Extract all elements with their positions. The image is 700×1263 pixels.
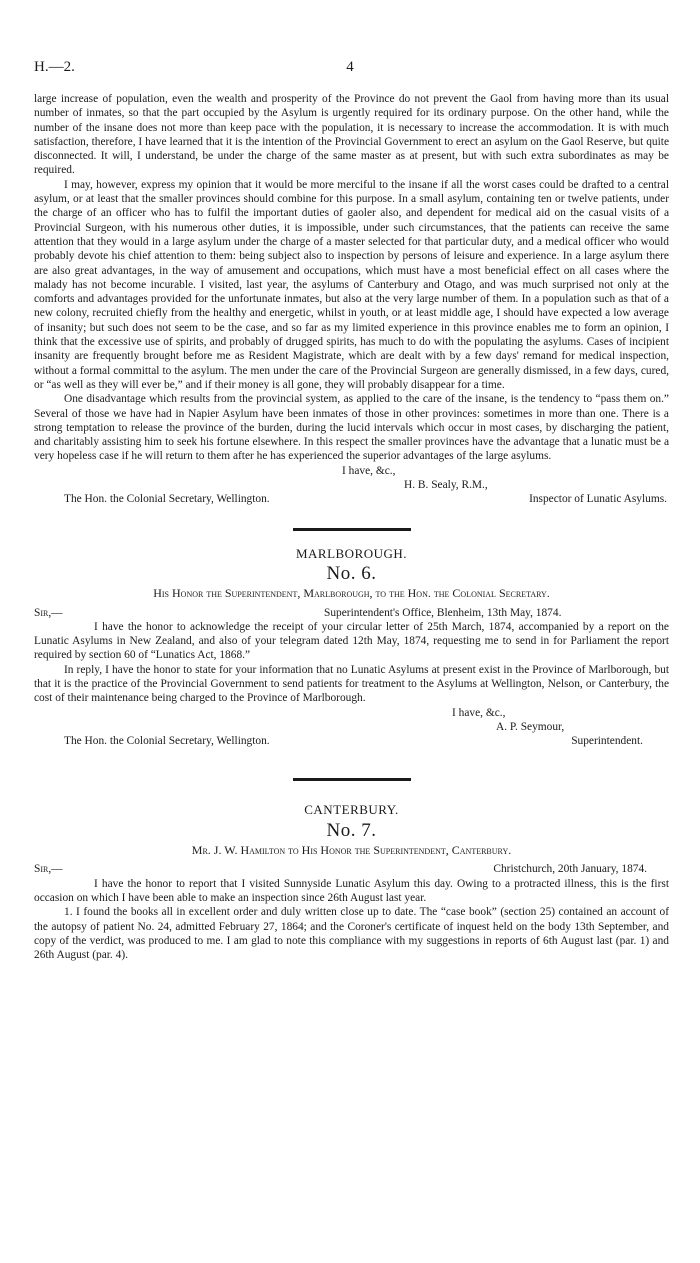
closing-line xyxy=(34,706,669,720)
paragraph: I may, however, express my opinion that it would be more merciful to the insane if all the worst cases could be drafted to a central asylum, or at least that the smaller provinces should combine for this purpose. In a small asylum, containing ten or twelve patients, under the charge of an officer who has to fulfil the important duties of gaoler also, and dependent for medical aid on the casual visits of a Provincial Surgeon, with his numerous other duties, it is impossible, under such circumstances, that the patients can receive the same attention that they would in a large asylum under the charge of a master selected for that particular duty, and a medical officer who would probably devote his chief attention to them: being subject also to inspection by persons of leisure and experience. In a large asylum there are also great advantages, in the way of amusement and occupations, which must have a most beneficial effect on all cases where the malady has not become incurable. I visited, last year, the asylums of Canterbury and Otago, and was much surprised not only at the comforts and advantages provided for the unfortunate inmates, but also at the very large number of them. In a population such as that of a new colony, recruited chiefly from the healthy and energetic, whilst in youth, or at least middle age, I should have expected a low average of insanity; but such does not seem to be the case, and so far as my limited experience in this province enables me to form an opinion, I think that the excessive use of spirits, and probably of drugged spirits, has much to do with the populating the asylums. Cases of incipient insanity are frequently brought before me as Resident Magistrate, which are dealt with by a few days' remand for medical inspection, without a formal committal to the asylum. The men under the care of the Provincial Surgeon are generally dismissed, in a few days, cured, or “as well as they will ever be,” and if their money is all gone, they will probably disappear for a time. xyxy=(34,178,669,391)
addressee-line xyxy=(34,734,669,748)
paragraph: large increase of population, even the wealth and prosperity of the Province do not prevent the Gaol from having more than its usual number of inmates, so that the part occupied by the Asylum is urgently required for its ordinary purpose. On the other hand, while the number of the insane does not more than keep pace with the population, it is necessary to increase the accommodation. It is with much satisfaction, therefore, I have learned that it is the intention of the Provincial Government to erect an asylum on the Gaol Reserve, but quite disconnected. It will, I understand, be under the charge of the same master as at present, but with such extra subordinates as may be required. xyxy=(34,93,669,177)
closing-line xyxy=(34,464,669,478)
salutation: Sir,— xyxy=(34,863,63,876)
addressee: The Hon. the Colonial Secretary, Wellington. xyxy=(64,493,270,506)
signatory-title: Superintendent. xyxy=(571,735,643,748)
closing: I have, &c., xyxy=(342,464,396,477)
region-heading: CANTERBURY. xyxy=(304,802,399,818)
paragraph: I have the honor to report that I visited Sunnyside Lunatic Asylum this day. Owing to a protracted illness, this is the first occasion on which I have been able to make an inspection since 26th August last year. xyxy=(34,877,669,904)
paragraph: One disadvantage which results from the provincial system, as applied to the care of the insane, is the tendency to “pass them on.” Several of those we have had in Napier Asylum have been inmates of those in other provinces: sometimes in more than one. There is a strong temptation to release the province of the burden, during the lucid intervals which occur in most cases, by discharging the patient, and charitably assisting him to seek his fortune elsewhere. In this respect the smaller provinces have the advantage that a lunatic must be a very hopeless case if he will return to them after he has experienced the superior advantages of the large asylums. xyxy=(34,393,669,463)
signature-line xyxy=(34,720,669,734)
signatory-title: Inspector of Lunatic Asylums. xyxy=(529,493,667,506)
salutation: Sir,— xyxy=(34,606,63,619)
signature: A. P. Seymour, xyxy=(496,720,565,733)
salutation-line xyxy=(34,606,669,620)
addressee-line xyxy=(34,492,669,506)
letter-number: No. 7. xyxy=(326,819,377,841)
letter-from-to: Mr. J. W. Hamilton to His Honor the Superintendent, Canterbury. xyxy=(191,843,512,858)
letter-from-to: His Honor the Superintendent, Marlborough, to the Hon. the Colonial Secretary. xyxy=(153,586,550,601)
signature-line xyxy=(34,478,669,492)
place-date: Superintendent's Office, Blenheim, 13th May, 1874. xyxy=(324,606,562,619)
addressee: The Hon. the Colonial Secretary, Wellington. xyxy=(64,735,270,748)
page-number: 4 xyxy=(346,59,354,75)
paragraph: I have the honor to acknowledge the receipt of your circular letter of 25th March, 1874, accompanied by a report on the Lunatic Asylums in New Zealand, and also of your telegram dated 12th May, 1874, requesting me to send in for Parliament the report required by section 60 of “Lunatics Act, 1868.” xyxy=(34,620,669,662)
region-heading: MARLBOROUGH. xyxy=(295,545,408,561)
document-body xyxy=(34,92,669,962)
paragraph: In reply, I have the honor to state for your information that no Lunatic Asylums at present exist in the Province of Marlborough, but that it is the practice of the Provincial Government to send patients for treatment to the Asylums at Wellington, Nelson, or Canterbury, the cost of their maintenance being charged to the Province of Marlborough. xyxy=(34,663,669,705)
place-date: Christchurch, 20th January, 1874. xyxy=(493,863,647,876)
paragraph: 1. I found the books all in excellent order and duly written close up to date. The “case book” (section 25) contained an account of the autopsy of patient No. 24, admitted February 27, 1864; and the Coroner's certificate of inquest held on the body 13th September, and copy of the verdict, was produced to me. I am glad to note this compliance with my suggestions in reports of 6th August last (par. 1) and 26th August (par. 4). xyxy=(34,906,669,962)
closing: I have, &c., xyxy=(452,706,506,719)
page-header xyxy=(34,60,666,80)
document-code: H.—2. xyxy=(34,59,75,75)
letter-number: No. 6. xyxy=(326,562,377,584)
signature: H. B. Sealy, R.M., xyxy=(404,479,488,492)
salutation-line xyxy=(34,862,669,876)
